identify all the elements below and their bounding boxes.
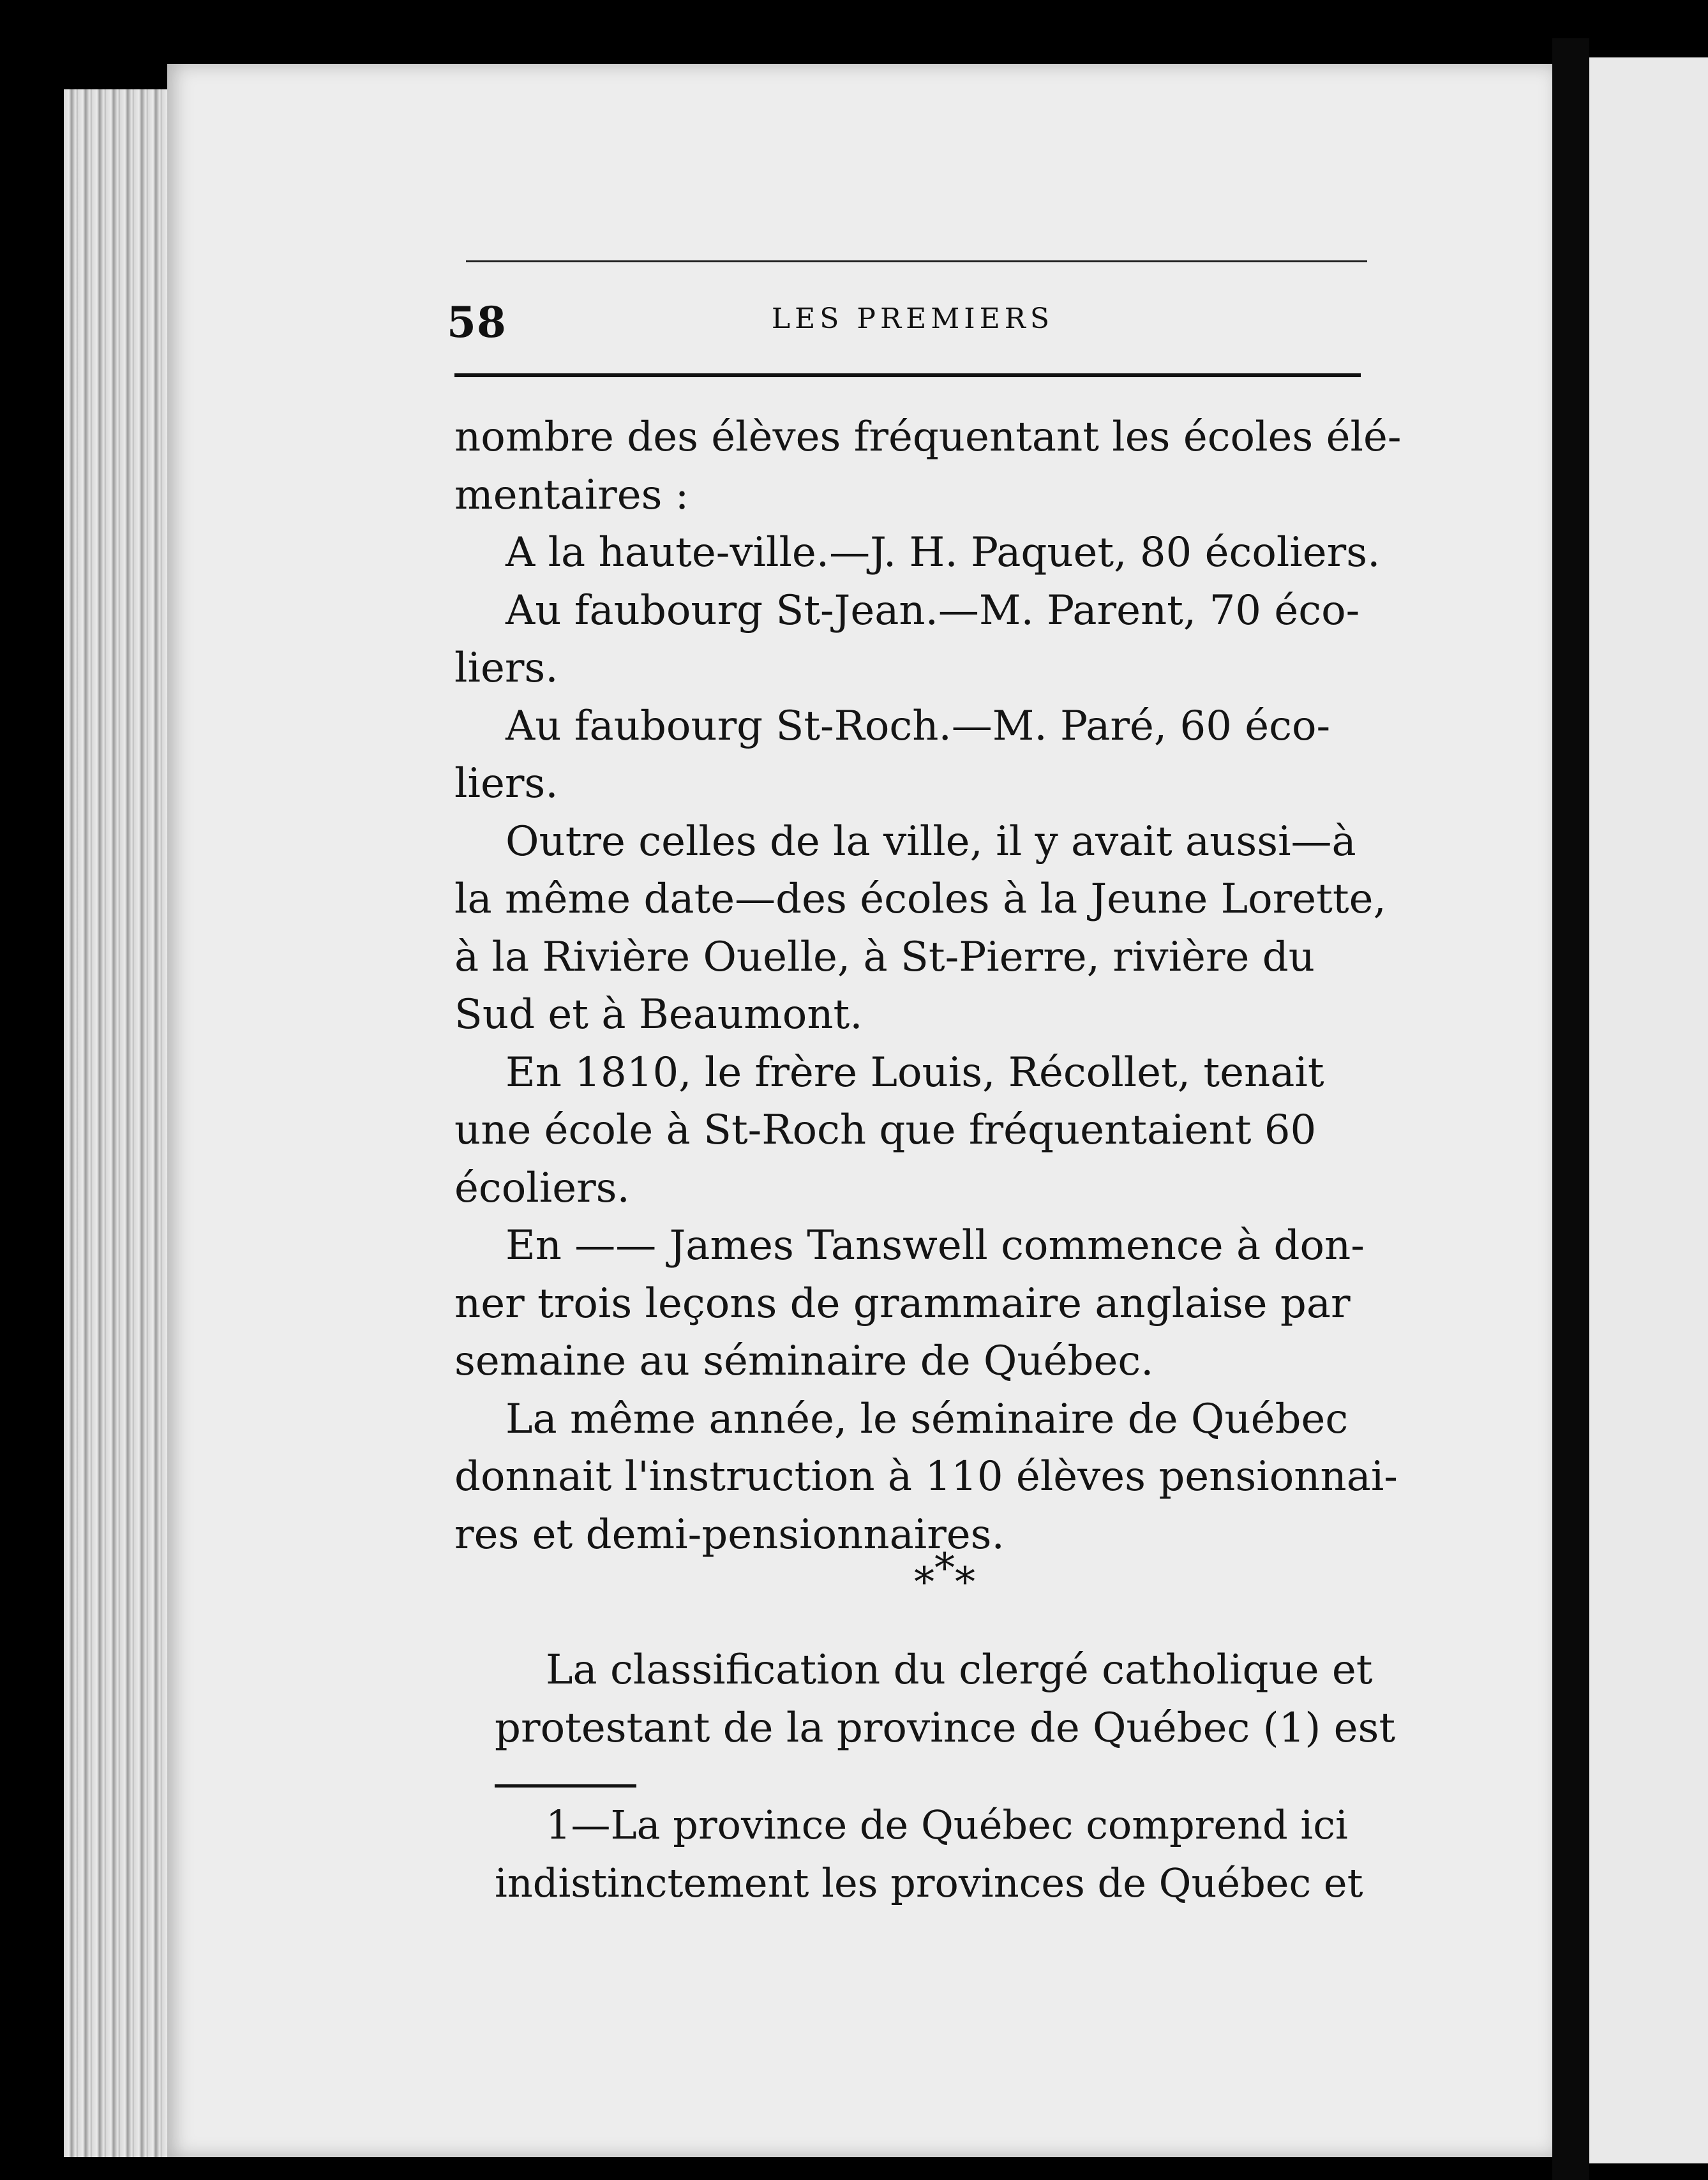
facing-page — [1589, 57, 1708, 2163]
text-line: Au faubourg St-Roch.—M. Paré, 60 éco- — [506, 702, 1331, 750]
book-gutter — [1552, 38, 1589, 2180]
text-line: ner trois leçons de grammaire anglaise par — [454, 1280, 1351, 1327]
text-line: En 1810, le frère Louis, Récollet, tenait — [506, 1049, 1324, 1096]
header-rule — [454, 373, 1361, 377]
text-line: res et demi-pensionnaires. — [454, 1511, 1005, 1558]
text-line: La même année, le séminaire de Québec — [506, 1395, 1349, 1443]
asterisk: * — [955, 1559, 975, 1606]
text-line: En —— James Tanswell commence à don- — [506, 1222, 1365, 1269]
text-line: une école à St-Roch que fréquentaient 60 — [454, 1107, 1317, 1154]
footnote-line: indistinctement les provinces de Québec et — [495, 1859, 1363, 1906]
closing-paragraph — [495, 1641, 1401, 1757]
page-edges — [64, 89, 172, 2157]
top-rule — [466, 260, 1367, 262]
text-line: mentaires : — [454, 471, 689, 519]
text-line: Au faubourg St-Jean.—M. Parent, 70 éco- — [506, 586, 1360, 634]
section-break-asterism — [881, 1545, 1008, 1606]
text-line: protestant de la province de Québec (1) est — [495, 1704, 1396, 1752]
text-line: écoliers. — [454, 1164, 630, 1212]
main-text — [454, 408, 1402, 1564]
text-line: liers. — [454, 645, 558, 692]
text-line: Outre celles de la ville, il y avait aussi—à — [506, 818, 1356, 865]
running-head — [447, 297, 1366, 355]
page-number: 58 — [447, 297, 507, 347]
text-line: semaine au séminaire de Québec. — [454, 1338, 1154, 1385]
text-line: liers. — [454, 760, 558, 807]
asterisk: * — [914, 1559, 934, 1606]
text-line: à la Rivière Ouelle, à St-Pierre, rivière du — [454, 933, 1315, 981]
footnote-rule — [495, 1784, 636, 1788]
text-line: A la haute-ville.—J. H. Paquet, 80 écoliers. — [506, 529, 1381, 576]
footnote — [495, 1798, 1407, 1914]
text-line: donnait l'instruction à 110 élèves pensionnai- — [454, 1453, 1398, 1500]
running-title: LES PREMIERS — [771, 302, 1054, 335]
footnote-line: 1—La province de Québec comprend ici — [546, 1802, 1348, 1848]
asterisk: * — [934, 1545, 955, 1592]
text-line: La classification du clergé catholique et — [546, 1646, 1373, 1694]
text-line: Sud et à Beaumont. — [454, 991, 863, 1038]
text-line: nombre des élèves fréquentant les écoles élé- — [454, 414, 1402, 461]
text-line: la même date—des écoles à la Jeune Lorette, — [454, 876, 1386, 923]
